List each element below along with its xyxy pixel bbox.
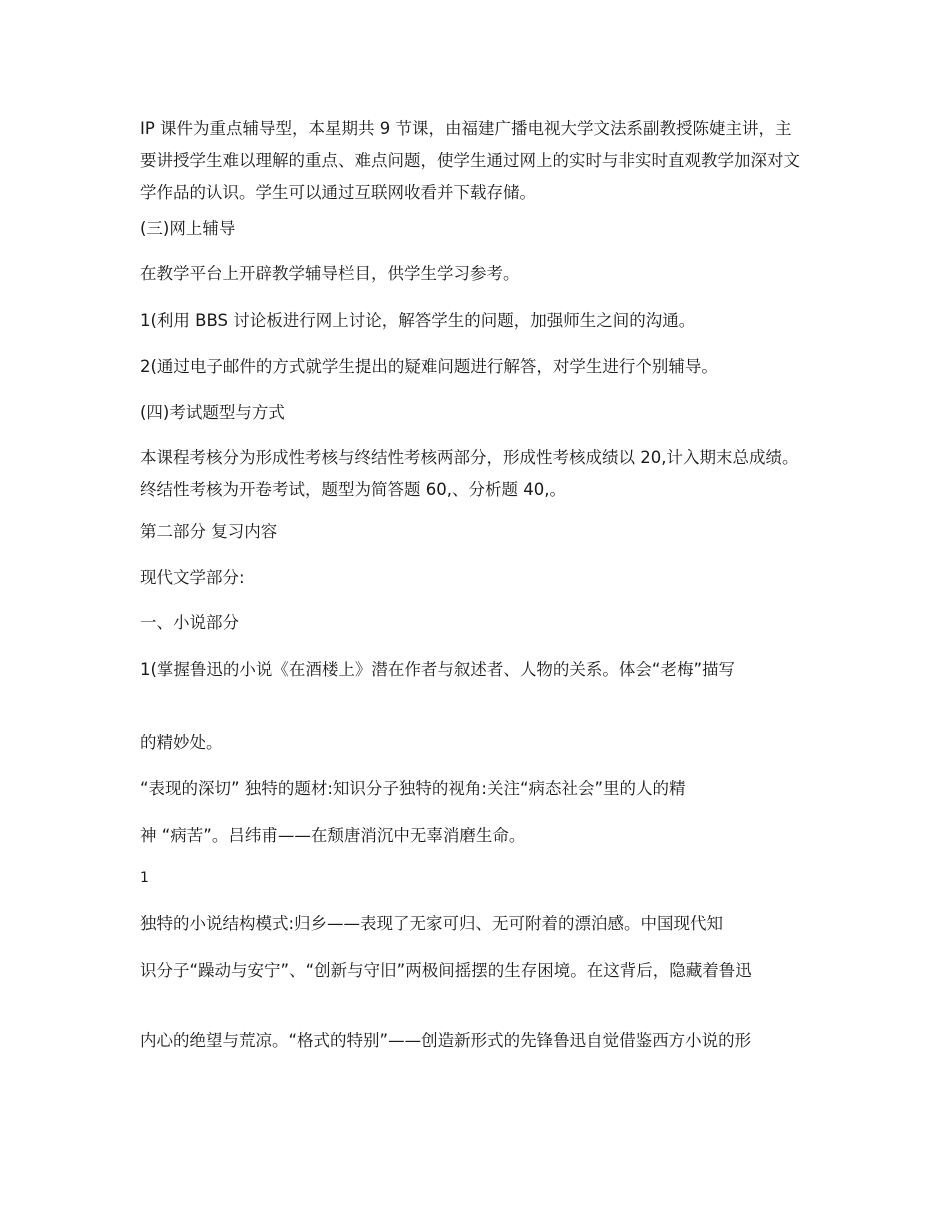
heading-part-two: 第二部分 复习内容 <box>140 522 278 541</box>
paragraph-email-tutoring: 2(通过电子邮件的方式就学生提出的疑难问题进行解答，对学生进行个别辅导。 <box>140 357 718 376</box>
heading-modern-literature: 现代文学部分: <box>140 568 245 587</box>
paragraph-assessment: 本课程考核分为形成性考核与终结性考核两部分，形成性考核成绩以 20,计入期末总成绩。终结性考核为开卷考试，题型为简答题 60,、分析题 40,。 <box>140 448 799 499</box>
paragraph-line: 独特的小说结构模式:归乡——表现了无家可归、无可附着的漂泊感。中国现代知 <box>140 914 724 933</box>
paragraph-line: 内心的绝望与荒凉。“格式的特别”——创造新形式的先锋鲁迅自觉借鉴西方小说的形 <box>140 1031 752 1050</box>
page-number: 1 <box>140 870 149 886</box>
heading-exam-format: (四)考试题型与方式 <box>140 403 285 422</box>
heading-novel-section: 一、小说部分 <box>140 613 239 632</box>
paragraph-line: 识分子“躁动与安宁”、“创新与守旧”两极间摇摆的生存困境。在这背后，隐藏着鲁迅 <box>140 961 752 980</box>
paragraph-line: 神 “病苦”。吕纬甫——在颓唐消沉中无辜消磨生命。 <box>140 826 526 845</box>
paragraph-lu-xun-item: 1(掌握鲁迅的小说《在酒楼上》潜在作者与叙述者、人物的关系。体会“老梅”描写 <box>140 660 736 679</box>
paragraph-ip-courseware: IP 课件为重点辅导型，本星期共 9 节课，由福建广播电视大学文法系副教授陈婕主讲，主要讲授学生难以理解的重点、难点问题，使学生通过网上的实时与非实时直观教学加深对文学作品的认识。学生可以通过互联网收看并下载存储。 <box>140 119 800 202</box>
paragraph-bbs-discussion: 1(利用 BBS 讨论板进行网上讨论，解答学生的问题，加强师生之间的沟通。 <box>140 311 696 330</box>
paragraph-line: 的精妙处。 <box>140 733 223 752</box>
heading-online-tutoring: (三)网上辅导 <box>140 219 236 238</box>
paragraph-line: “表现的深切” 独特的题材:知识分子独特的视角:关注“病态社会”里的人的精 <box>140 779 686 798</box>
paragraph-teaching-platform: 在教学平台上开辟教学辅导栏目，供学生学习参考。 <box>140 264 520 283</box>
